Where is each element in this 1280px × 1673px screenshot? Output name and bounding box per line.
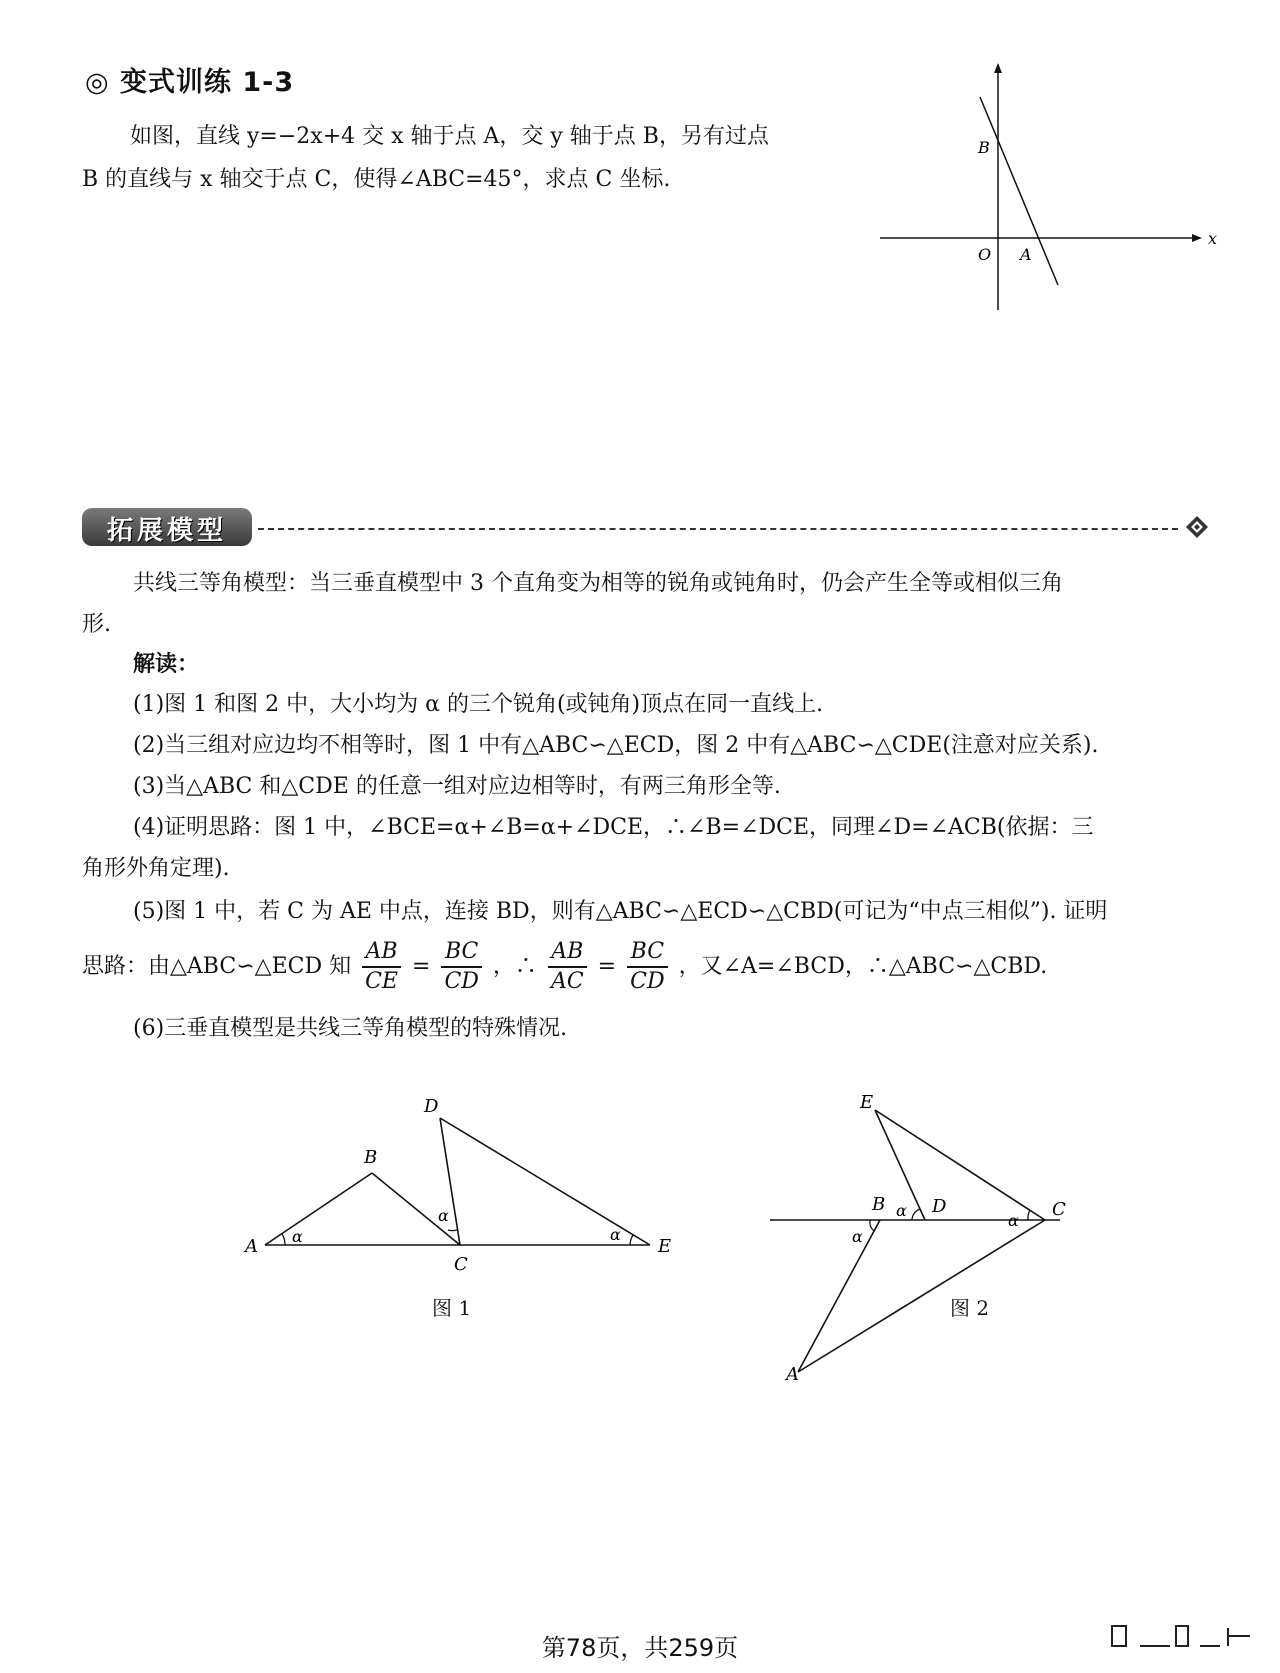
proof-mid: ，∴ bbox=[492, 954, 537, 979]
item-5-proof-line bbox=[82, 938, 1047, 996]
label-d: D bbox=[424, 1096, 439, 1117]
alpha-e: α bbox=[610, 1225, 621, 1244]
fraction-ab-over-ac bbox=[548, 938, 587, 996]
proof-suffix: ，又∠A=∠BCD，∴△ABC∽△CBD. bbox=[678, 954, 1048, 979]
proof-prefix: 思路：由△ABC∽△ECD 知 bbox=[82, 954, 352, 979]
fraction-denominator: CD bbox=[630, 969, 665, 994]
section-banner-title: 拓展模型 bbox=[106, 516, 227, 546]
point-a-label: A bbox=[1020, 245, 1032, 264]
section-divider bbox=[258, 528, 1178, 530]
item-1: (1)图 1 和图 2 中，大小均为 α 的三个锐角(或钝角)顶点在同一直线上. bbox=[133, 692, 824, 717]
label-a: A bbox=[786, 1364, 799, 1380]
label-d: D bbox=[932, 1196, 947, 1217]
intro-line-1: 共线三等角模型：当三垂直模型中 3 个直角变为相等的锐角或钝角时，仍会产生全等或相似三角 bbox=[133, 571, 1063, 596]
angle-c-arc bbox=[1028, 1210, 1030, 1220]
equals-sign: = bbox=[412, 954, 431, 979]
alpha-a: α bbox=[292, 1227, 303, 1246]
intro-line-2: 形. bbox=[82, 612, 111, 637]
alpha-c: α bbox=[1008, 1211, 1019, 1230]
exercise-title: ◎ 变式训练 1-3 bbox=[85, 67, 295, 98]
fraction-bc-over-cd bbox=[441, 938, 481, 996]
label-c: C bbox=[454, 1254, 468, 1275]
item-3: (3)当△ABC 和△CDE 的任意一组对应边相等时，有两三角形全等. bbox=[133, 774, 781, 799]
page-indicator: 第78页，共259页 bbox=[541, 1634, 739, 1662]
line-y-eq-neg2x-plus4 bbox=[980, 97, 1058, 285]
fraction-numerator: AB bbox=[548, 938, 587, 968]
equals-sign: = bbox=[597, 954, 617, 979]
point-b-label: B bbox=[978, 138, 990, 157]
page-edge-marks-icon bbox=[1110, 1622, 1260, 1652]
item-4-line-2: 角形外角定理). bbox=[82, 856, 230, 881]
origin-label: O bbox=[978, 245, 992, 264]
problem-line-1: 如图，直线 y=−2x+4 交 x 轴于点 A，交 y 轴于点 B，另有过点 bbox=[130, 124, 769, 149]
fraction-numerator: BC bbox=[627, 938, 667, 968]
label-c: C bbox=[1052, 1199, 1066, 1220]
item-5-line-1: (5)图 1 中，若 C 为 AE 中点，连接 BD，则有△ABC∽△ECD∽△CBD(可记为“中点三相似”). 证明 bbox=[133, 899, 1108, 924]
figure-2-diagram bbox=[760, 1080, 1080, 1380]
label-e: E bbox=[658, 1236, 672, 1257]
item-4-line-1: (4)证明思路：图 1 中，∠BCE=α+∠B=α+∠DCE，∴∠B=∠DCE，同理∠D=∠ACB(依据：三 bbox=[133, 815, 1094, 840]
fraction-denominator: CD bbox=[444, 969, 479, 994]
jiedu-heading: 解读： bbox=[133, 652, 200, 677]
angle-d-arc bbox=[912, 1209, 920, 1220]
segment-ab bbox=[265, 1173, 372, 1245]
angle-e-arc bbox=[630, 1235, 633, 1245]
diamond-ornament-icon bbox=[1185, 515, 1209, 539]
item-2: (2)当三组对应边均不相等时，图 1 中有△ABC∽△ECD，图 2 中有△ABC∽△CDE(注意对应关系). bbox=[133, 733, 1099, 758]
angle-c-arc bbox=[448, 1230, 457, 1231]
y-axis-arrow bbox=[994, 63, 1002, 73]
alpha-c: α bbox=[438, 1206, 449, 1225]
fraction-numerator: AB bbox=[362, 938, 401, 968]
coordinate-figure bbox=[870, 55, 1230, 315]
figure-1-diagram bbox=[230, 1090, 690, 1280]
segment-cd bbox=[440, 1118, 460, 1245]
angle-b-arc bbox=[870, 1220, 874, 1231]
segment-ac bbox=[798, 1220, 1045, 1372]
figure-2-caption: 图 2 bbox=[950, 1296, 990, 1320]
item-6: (6)三垂直模型是共线三等角模型的特殊情况. bbox=[133, 1016, 568, 1041]
x-axis-arrow bbox=[1192, 234, 1202, 242]
label-e: E bbox=[860, 1092, 874, 1113]
fraction-numerator: BC bbox=[441, 938, 481, 968]
x-axis-label: x bbox=[1208, 229, 1218, 248]
fraction-denominator: AC bbox=[550, 969, 584, 994]
fraction-denominator: CE bbox=[365, 969, 398, 994]
label-b: B bbox=[872, 1194, 886, 1215]
figure-1-caption: 图 1 bbox=[432, 1296, 472, 1320]
segment-ab bbox=[798, 1220, 880, 1372]
alpha-b: α bbox=[852, 1227, 863, 1246]
fraction-ab-over-ce bbox=[362, 938, 401, 996]
label-b: B bbox=[364, 1147, 378, 1168]
alpha-d: α bbox=[896, 1201, 907, 1220]
fraction-bc-over-cd-2 bbox=[627, 938, 667, 996]
label-a: A bbox=[245, 1236, 258, 1257]
problem-line-2: B 的直线与 x 轴交于点 C，使得∠ABC=45°，求点 C 坐标. bbox=[82, 167, 671, 192]
angle-a-arc bbox=[282, 1234, 285, 1245]
